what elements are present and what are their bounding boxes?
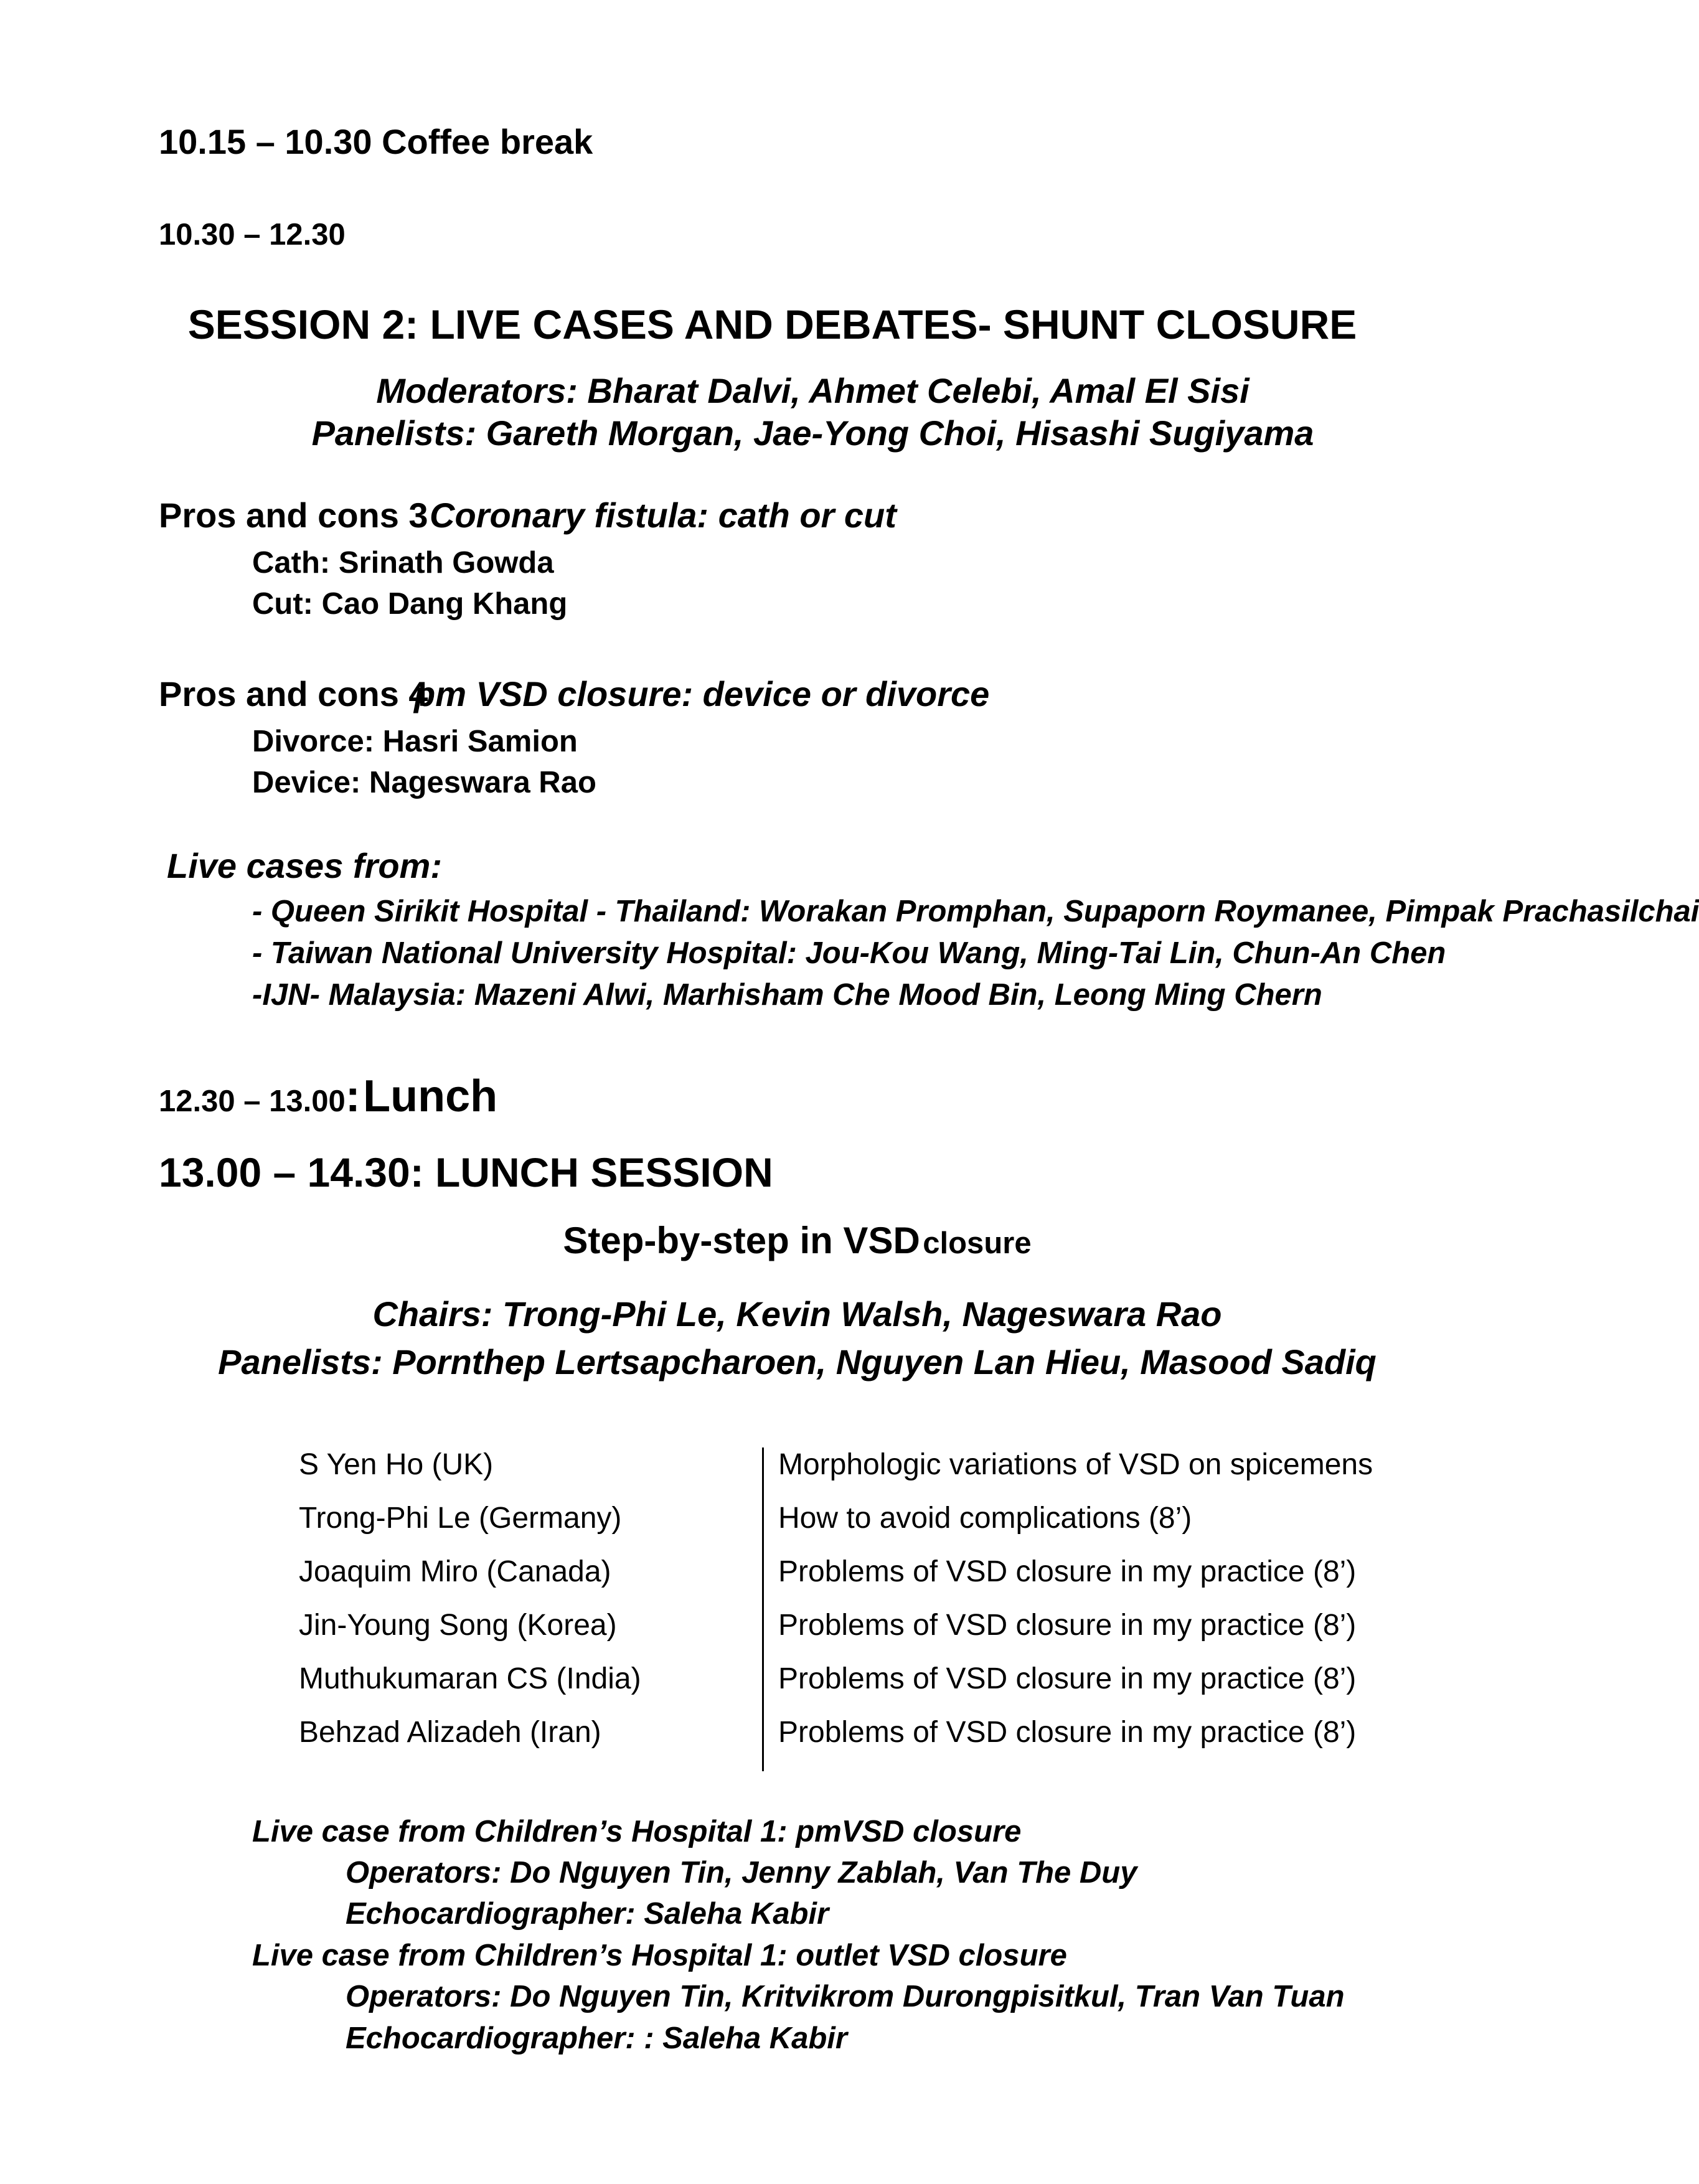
- schedule-speaker: Muthukumaran CS (India): [299, 1662, 641, 1695]
- session2-time: 10.30 – 12.30: [159, 218, 346, 252]
- lunch-label: Lunch: [363, 1071, 498, 1121]
- pros-cons-3-label: Pros and cons 3: [159, 496, 428, 535]
- schedule-speaker: Jin-Young Song (Korea): [299, 1609, 617, 1642]
- schedule-row: [299, 1501, 1357, 1555]
- schedule-row: [299, 1608, 1357, 1662]
- session2-panelists: Panelists: Gareth Morgan, Jae-Yong Choi, Hisashi Sugiyama: [311, 413, 1314, 453]
- schedule-row: [299, 1447, 1373, 1501]
- live-case-1-title: Live case from Children’s Hospital 1: pmVSD closure: [252, 1815, 1022, 1848]
- pros-cons-3-cut: Cut: Cao Dang Khang: [252, 587, 568, 621]
- lunch-line: [159, 1071, 498, 1121]
- pros-cons-4-divorce: Divorce: Hasri Samion: [252, 725, 578, 758]
- lunch-session-chairs: Chairs: Trong-Phi Le, Kevin Walsh, Nageswara Rao: [372, 1294, 1222, 1334]
- live-case-2-title: Live case from Children’s Hospital 1: outlet VSD closure: [252, 1939, 1067, 1972]
- lunch-session-panelists: Panelists: Pornthep Lertsapcharoen, Nguyen Lan Hieu, Masood Sadiq: [218, 1342, 1377, 1381]
- live-case-item: - Queen Sirikit Hospital - Thailand: Worakan Promphan, Supaporn Roymanee, Pimpak Prachasilchai: [252, 895, 1699, 928]
- session2-title: SESSION 2: LIVE CASES AND DEBATES- SHUNT CLOSURE: [187, 301, 1357, 347]
- pros-cons-4-label: Pros and cons 4: [159, 674, 428, 713]
- subtitle-main: Step-by-step in VSD: [563, 1220, 920, 1261]
- pros-cons-4-topic: pm VSD closure: device or divorce: [414, 674, 990, 713]
- schedule-speaker: Behzad Alizadeh (Iran): [299, 1716, 601, 1749]
- live-case-item: - Taiwan National University Hospital: Jou-Kou Wang, Ming-Tai Lin, Chun-An Chen: [252, 936, 1446, 970]
- lunch-separator: :: [345, 1071, 360, 1121]
- live-cases-heading: Live cases from:: [167, 846, 442, 885]
- schedule-topic: How to avoid complications (8’): [778, 1502, 1192, 1535]
- live-case-item: -IJN- Malaysia: Mazeni Alwi, Marhisham Che Mood Bin, Leong Ming Chern: [252, 978, 1322, 1012]
- schedule-row: [299, 1555, 1357, 1608]
- live-case-1-operators: Operators: Do Nguyen Tin, Jenny Zablah, Van The Duy: [346, 1856, 1137, 1890]
- schedule-topic: Problems of VSD closure in my practice (8’): [778, 1716, 1357, 1749]
- schedule-topic: Problems of VSD closure in my practice (8’): [778, 1555, 1357, 1588]
- schedule-topic: Problems of VSD closure in my practice (8’): [778, 1662, 1357, 1695]
- live-case-2-operators: Operators: Do Nguyen Tin, Kritvikrom Durongpisitkul, Tran Van Tuan: [346, 1980, 1345, 2013]
- pros-cons-4-device: Device: Nageswara Rao: [252, 766, 596, 799]
- lunch-session-title: 13.00 – 14.30: LUNCH SESSION: [159, 1149, 773, 1195]
- schedule-row: [299, 1715, 1357, 1769]
- session2-moderators: Moderators: Bharat Dalvi, Ahmet Celebi, Amal El Sisi: [376, 371, 1250, 410]
- schedule-topic: Morphologic variations of VSD on spicemens: [778, 1448, 1373, 1481]
- subtitle-small: closure: [923, 1226, 1032, 1260]
- live-case-2-echo: Echocardiographer: : Saleha Kabir: [346, 2022, 847, 2055]
- schedule-topic: Problems of VSD closure in my practice (8’): [778, 1609, 1357, 1642]
- lunch-time: 12.30 – 13.00: [159, 1085, 346, 1118]
- schedule-row: [299, 1662, 1357, 1715]
- schedule-speaker: Joaquim Miro (Canada): [299, 1555, 611, 1588]
- pros-cons-3-cath: Cath: Srinath Gowda: [252, 546, 554, 580]
- coffee-break: 10.15 – 10.30 Coffee break: [159, 122, 593, 161]
- live-case-1-echo: Echocardiographer: Saleha Kabir: [346, 1897, 829, 1931]
- schedule-speaker: Trong-Phi Le (Germany): [299, 1502, 622, 1535]
- pros-cons-3-topic: Coronary fistula: cath or cut: [430, 496, 897, 535]
- lunch-session-subtitle: [0, 1222, 1545, 1259]
- schedule-speaker: S Yen Ho (UK): [299, 1448, 494, 1481]
